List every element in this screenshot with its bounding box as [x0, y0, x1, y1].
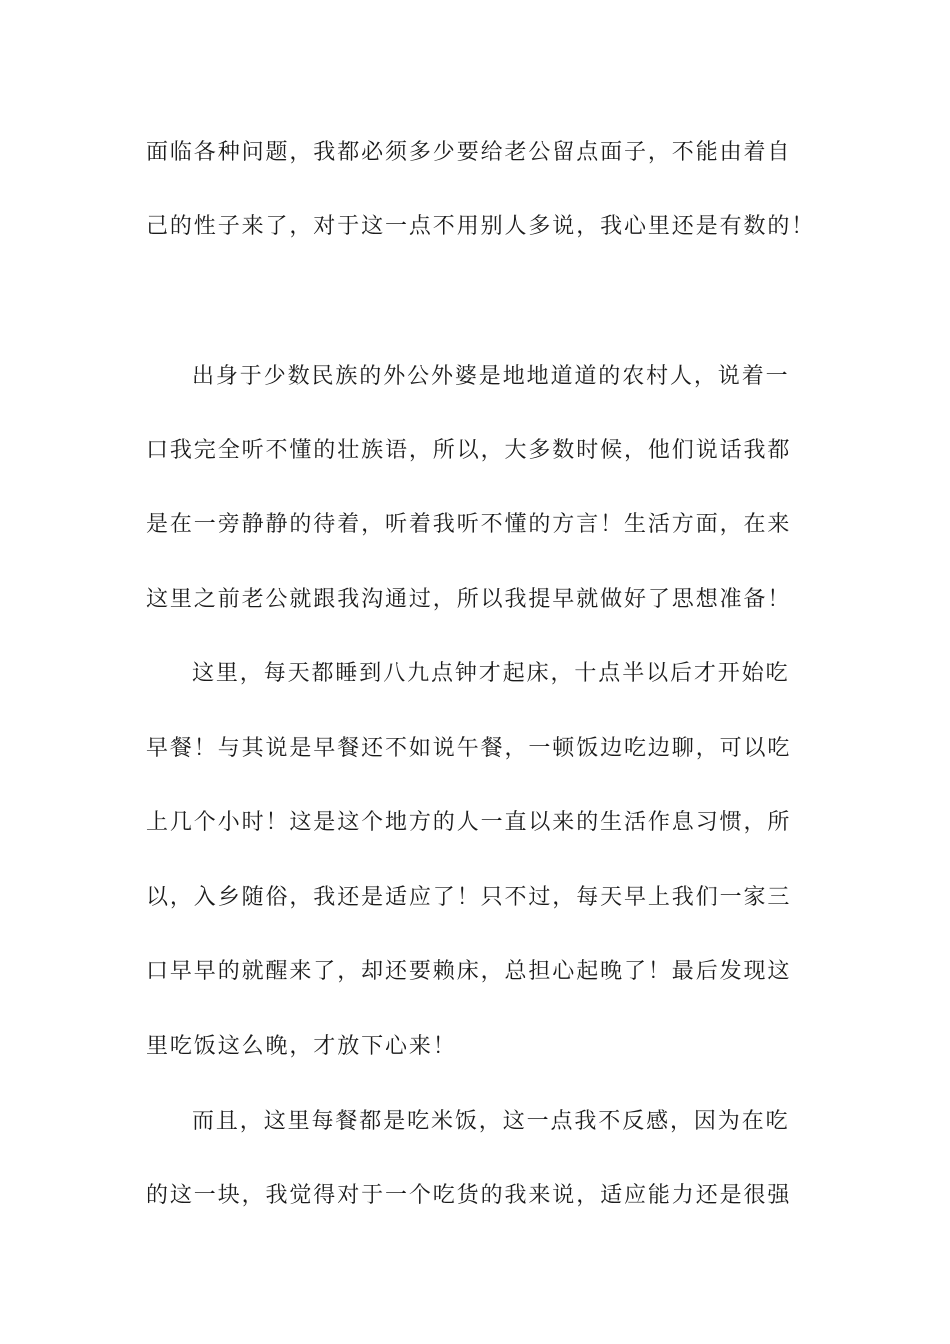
paragraph-3-line-6: 里吃饭这么晚，才放下心来！: [146, 1034, 457, 1059]
paragraph-4-line-2: 的这一块，我觉得对于一个吃货的我来说，适应能力还是很强: [146, 1183, 792, 1208]
paragraph-1-line-2: 己的性子来了，对于这一点不用别人多说，我心里还是有数的！: [146, 214, 816, 239]
paragraph-2-line-1: 出身于少数民族的外公外婆是地地道道的农村人，说着一: [192, 364, 790, 389]
paragraph-3-line-4: 以，入乡随俗，我还是适应了！只不过，每天早上我们一家三: [146, 885, 792, 910]
paragraph-2-line-2: 口我完全听不懂的壮族语，所以，大多数时候，他们说话我都: [146, 438, 792, 463]
paragraph-1-line-1: 面临各种问题，我都必须多少要给老公留点面子，不能由着自: [146, 140, 792, 165]
paragraph-2-line-3: 是在一旁静静的待着，听着我听不懂的方言！生活方面，在来: [146, 512, 792, 537]
paragraph-3-line-1: 这里，每天都睡到八九点钟才起床，十点半以后才开始吃: [192, 661, 790, 686]
paragraph-4-line-1: 而且，这里每餐都是吃米饭，这一点我不反感，因为在吃: [192, 1109, 790, 1134]
paragraph-3-line-3: 上几个小时！这是这个地方的人一直以来的生活作息习惯，所: [146, 810, 792, 835]
paragraph-3-line-5: 口早早的就醒来了，却还要赖床，总担心起晚了！最后发现这: [146, 959, 792, 984]
paragraph-2-line-4: 这里之前老公就跟我沟通过，所以我提早就做好了思想准备！: [146, 587, 792, 612]
paragraph-3-line-2: 早餐！与其说是早餐还不如说午餐，一顿饭边吃边聊，可以吃: [146, 736, 792, 761]
